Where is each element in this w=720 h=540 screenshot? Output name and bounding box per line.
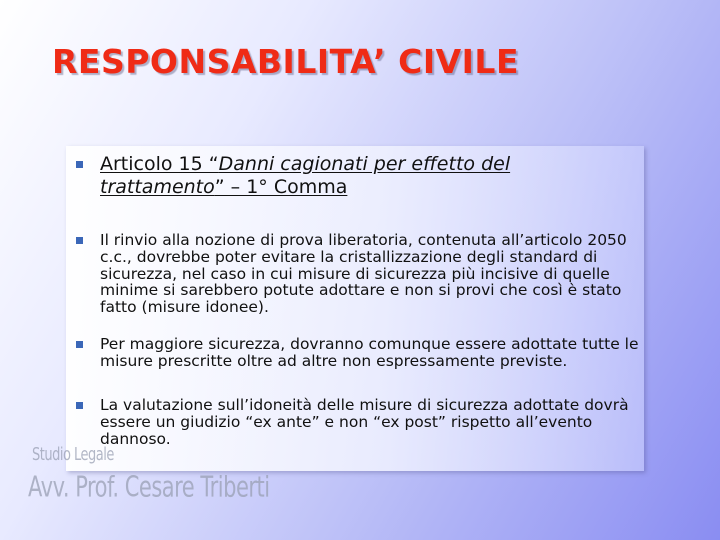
- bullet-square-icon: [76, 341, 83, 348]
- article-heading: [100, 153, 640, 199]
- bullet-square-icon: [76, 161, 83, 168]
- bullet-square-icon: [76, 237, 83, 244]
- watermark-line1: Studio Legale: [32, 445, 114, 466]
- bullet-text: Il rinvio alla nozione di prova liberatoria, contenuta all’articolo 2050 c.c., dovrebbe poter evitare la cristallizzazione degli standard di sicurezza, nel caso in cui misure di sicurezza più incisive di quelle minime si sarebbero potute adottare e non si provi che così è stato fatto (misure idonee).: [100, 231, 627, 317]
- watermark-line2: Avv. Prof. Cesare Triberti: [28, 470, 270, 504]
- heading-suffix: ” – 1° Comma: [214, 176, 348, 198]
- bullet-text: Per maggiore sicurezza, dovranno comunque essere adottate tutte le misure prescritte oltre ad altre non espressamente previste.: [100, 335, 639, 370]
- heading-prefix: Articolo 15 “: [100, 153, 219, 175]
- bullet-square-icon: [76, 402, 83, 409]
- watermark: [28, 445, 270, 503]
- slide-title: RESPONSABILITA’ CIVILE: [52, 42, 519, 81]
- bullet-text: La valutazione sull’idoneità delle misure di sicurezza adottate dovrà essere un giudizio “ex ante” e non “ex post” rispetto all’evento dannoso.: [100, 396, 629, 448]
- heading-italic: Danni cagionati per effetto del trattamento: [100, 153, 511, 198]
